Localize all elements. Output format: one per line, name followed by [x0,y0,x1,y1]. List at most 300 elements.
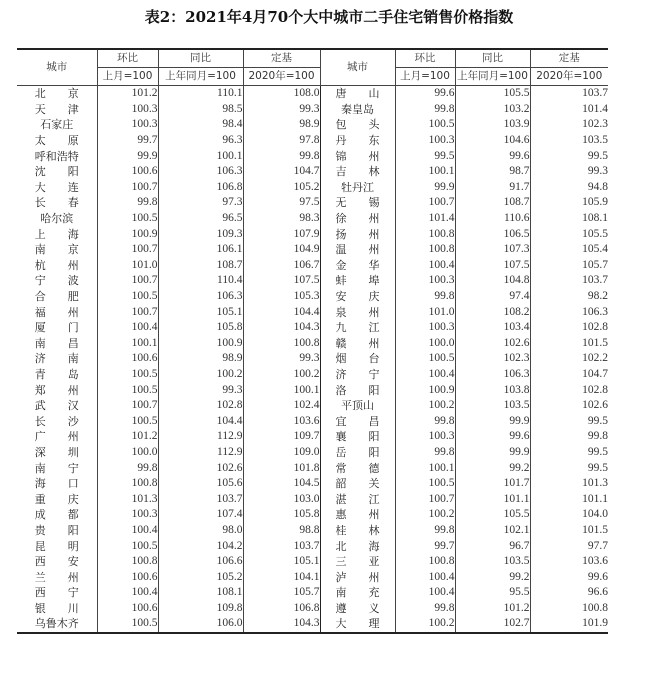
table-row [17,102,608,118]
cell-mom-left: 100.6 [97,601,158,617]
cell-city-left: 石家庄 [40,118,74,132]
table-row [17,258,608,274]
cell-mom-left: 99.8 [97,195,158,211]
cell-mom-right: 100.0 [395,336,455,352]
cell-mom-right: 99.5 [395,148,455,164]
cell-city-left: 大 连 [34,180,79,194]
cell-yoy-right: 103.2 [455,102,530,118]
cell-mom-left: 100.3 [97,102,158,118]
cell-fixed-right: 96.6 [530,585,608,601]
cell-yoy-right: 99.2 [455,460,530,476]
header-yoy-base-right: 上年同月=100 [455,68,530,86]
cell-yoy-right: 104.6 [455,133,530,149]
cell-yoy-left: 103.7 [158,491,243,507]
table-row [17,226,608,242]
cell-yoy-left: 102.6 [158,460,243,476]
cell-yoy-left: 109.8 [158,601,243,617]
cell-city-left: 宁 波 [34,274,79,288]
cell-mom-left: 100.5 [97,367,158,383]
cell-mom-right: 100.5 [395,476,455,492]
table-row [17,86,608,102]
table-row [17,117,608,133]
cell-city-left: 郑 州 [34,383,79,397]
cell-fixed-left: 109.7 [243,429,320,445]
cell-yoy-right: 96.7 [455,538,530,554]
cell-fixed-left: 103.7 [243,538,320,554]
cell-yoy-left: 106.6 [158,554,243,570]
cell-city-left: 重 庆 [34,492,79,506]
cell-city-left: 太 原 [34,134,79,148]
cell-fixed-right: 99.6 [530,569,608,585]
cell-fixed-left: 100.8 [243,336,320,352]
cell-city-left: 西 宁 [34,586,79,600]
cell-yoy-left: 96.5 [158,211,243,227]
cell-yoy-left: 106.0 [158,616,243,633]
cell-fixed-right: 102.6 [530,398,608,414]
table-row [17,211,608,227]
cell-city-right: 秦皇岛 [320,102,395,118]
table-row [17,601,608,617]
cell-city-right: 洛 阳 [320,382,395,398]
cell-yoy-right: 107.3 [455,242,530,258]
cell-fixed-right: 103.5 [530,133,608,149]
cell-fixed-left: 107.9 [243,226,320,242]
cell-mom-left: 100.5 [97,413,158,429]
cell-mom-right: 100.2 [395,398,455,414]
cell-fixed-left: 105.7 [243,585,320,601]
cell-yoy-left: 96.3 [158,133,243,149]
cell-city-left: 昆 明 [34,539,79,553]
cell-fixed-left: 98.8 [243,523,320,539]
cell-yoy-right: 106.5 [455,226,530,242]
cell-yoy-left: 105.6 [158,476,243,492]
cell-mom-right: 99.8 [395,102,455,118]
cell-fixed-left: 97.8 [243,133,320,149]
cell-mom-right: 99.8 [395,445,455,461]
cell-fixed-right: 101.9 [530,616,608,633]
cell-yoy-left: 100.2 [158,367,243,383]
cell-city-right: 韶 关 [320,476,395,492]
cell-yoy-left: 109.3 [158,226,243,242]
table-row [17,398,608,414]
cell-mom-right: 99.6 [395,86,455,102]
cell-city-right: 徐 州 [320,211,395,227]
cell-yoy-right: 102.1 [455,523,530,539]
table-row [17,491,608,507]
cell-fixed-left: 103.6 [243,413,320,429]
cell-yoy-left: 110.1 [158,86,243,102]
cell-fixed-left: 99.3 [243,102,320,118]
cell-fixed-right: 99.5 [530,148,608,164]
table-row [17,460,608,476]
cell-yoy-right: 103.5 [455,554,530,570]
cell-fixed-right: 102.2 [530,351,608,367]
cell-yoy-left: 110.4 [158,273,243,289]
cell-mom-left: 100.5 [97,382,158,398]
table-row [17,445,608,461]
cell-yoy-left: 108.1 [158,585,243,601]
cell-yoy-right: 107.5 [455,258,530,274]
cell-mom-right: 99.8 [395,523,455,539]
cell-mom-left: 100.1 [97,336,158,352]
cell-city-left: 兰 州 [34,570,79,584]
cell-city-left: 银 川 [34,601,79,615]
table-row [17,569,608,585]
table-row [17,382,608,398]
cell-city-right: 北 海 [320,538,395,554]
table-row [17,320,608,336]
cell-fixed-left: 108.0 [243,86,320,102]
cell-yoy-right: 102.6 [455,336,530,352]
cell-fixed-left: 97.5 [243,195,320,211]
cell-yoy-right: 91.7 [455,180,530,196]
cell-city-left: 长 沙 [34,414,79,428]
table-row [17,289,608,305]
header-fixed-base-right: 2020年=100 [530,68,608,86]
cell-fixed-left: 104.1 [243,569,320,585]
cell-mom-right: 100.8 [395,554,455,570]
cell-yoy-left: 102.8 [158,398,243,414]
cell-fixed-right: 102.8 [530,382,608,398]
cell-yoy-right: 106.3 [455,367,530,383]
cell-yoy-right: 101.2 [455,601,530,617]
cell-city-right: 安 庆 [320,289,395,305]
cell-mom-right: 100.1 [395,460,455,476]
cell-city-right: 唐 山 [320,86,395,102]
cell-mom-right: 99.8 [395,413,455,429]
cell-fixed-right: 106.3 [530,304,608,320]
cell-city-left: 哈尔滨 [40,212,74,226]
cell-city-right: 九 江 [320,320,395,336]
cell-yoy-left: 100.1 [158,148,243,164]
cell-yoy-left: 98.4 [158,117,243,133]
table-row [17,476,608,492]
cell-city-right: 常 德 [320,460,395,476]
cell-fixed-right: 103.7 [530,273,608,289]
cell-mom-right: 100.4 [395,367,455,383]
cell-mom-left: 100.4 [97,523,158,539]
cell-mom-right: 100.5 [395,351,455,367]
cell-yoy-left: 105.8 [158,320,243,336]
cell-mom-right: 100.7 [395,195,455,211]
cell-city-right: 蚌 埠 [320,273,395,289]
cell-mom-left: 99.7 [97,133,158,149]
cell-fixed-left: 98.9 [243,117,320,133]
cell-fixed-left: 104.3 [243,320,320,336]
cell-mom-right: 101.4 [395,211,455,227]
cell-fixed-left: 100.1 [243,382,320,398]
cell-mom-right: 100.7 [395,491,455,507]
cell-mom-left: 101.2 [97,86,158,102]
cell-fixed-right: 101.1 [530,491,608,507]
cell-yoy-right: 104.8 [455,273,530,289]
cell-mom-left: 100.7 [97,273,158,289]
table-row [17,585,608,601]
cell-yoy-left: 97.3 [158,195,243,211]
cell-fixed-left: 105.8 [243,507,320,523]
table-row [17,273,608,289]
cell-city-right: 平顶山 [320,398,395,414]
cell-city-right: 丹 东 [320,133,395,149]
cell-city-right: 宜 昌 [320,413,395,429]
cell-mom-left: 100.7 [97,180,158,196]
table-row [17,507,608,523]
cell-mom-left: 101.2 [97,429,158,445]
cell-mom-left: 100.4 [97,585,158,601]
cell-yoy-right: 97.4 [455,289,530,305]
cell-fixed-left: 107.5 [243,273,320,289]
cell-city-right: 烟 台 [320,351,395,367]
cell-mom-right: 100.4 [395,569,455,585]
cell-yoy-right: 103.4 [455,320,530,336]
cell-city-right: 大 理 [320,616,395,633]
cell-fixed-left: 105.3 [243,289,320,305]
table-row [17,538,608,554]
cell-fixed-right: 99.3 [530,164,608,180]
cell-city-right: 无 锡 [320,195,395,211]
cell-city-left: 济 南 [34,352,79,366]
cell-mom-right: 100.2 [395,616,455,633]
cell-yoy-left: 98.9 [158,351,243,367]
cell-city-left: 青 岛 [34,367,79,381]
table-row [17,351,608,367]
cell-mom-right: 100.3 [395,273,455,289]
cell-mom-left: 101.3 [97,491,158,507]
cell-fixed-left: 98.3 [243,211,320,227]
cell-city-left: 福 州 [34,305,79,319]
header-city-left: 城市 [17,49,97,86]
cell-city-left: 海 口 [34,477,79,491]
cell-city-left: 杭 州 [34,258,79,272]
cell-mom-left: 99.9 [97,148,158,164]
table-row [17,180,608,196]
cell-yoy-right: 103.9 [455,117,530,133]
cell-fixed-right: 102.8 [530,320,608,336]
cell-fixed-left: 102.4 [243,398,320,414]
cell-fixed-left: 103.0 [243,491,320,507]
cell-city-left: 武 汉 [34,399,79,413]
cell-yoy-right: 108.7 [455,195,530,211]
cell-yoy-right: 105.5 [455,86,530,102]
cell-city-right: 温 州 [320,242,395,258]
cell-mom-left: 100.8 [97,476,158,492]
cell-city-left: 贵 阳 [34,523,79,537]
cell-mom-right: 99.7 [395,538,455,554]
cell-mom-left: 100.7 [97,304,158,320]
cell-fixed-right: 103.7 [530,86,608,102]
cell-yoy-left: 99.3 [158,382,243,398]
cell-yoy-left: 98.5 [158,102,243,118]
cell-fixed-right: 102.3 [530,117,608,133]
cell-fixed-left: 104.7 [243,164,320,180]
header-mom-left: 环比 [97,49,158,68]
cell-yoy-right: 99.2 [455,569,530,585]
cell-fixed-right: 105.7 [530,258,608,274]
cell-fixed-right: 105.5 [530,226,608,242]
cell-city-left: 广 州 [34,430,79,444]
cell-fixed-left: 106.7 [243,258,320,274]
header-fixed-left: 定基 [243,49,320,68]
table-row [17,616,608,633]
table-row [17,367,608,383]
cell-fixed-right: 104.0 [530,507,608,523]
cell-mom-left: 100.5 [97,289,158,305]
cell-yoy-left: 105.2 [158,569,243,585]
cell-city-right: 遵 义 [320,601,395,617]
table-row [17,554,608,570]
cell-fixed-right: 99.5 [530,460,608,476]
cell-mom-left: 100.8 [97,554,158,570]
table-row [17,164,608,180]
cell-fixed-right: 99.5 [530,413,608,429]
cell-yoy-left: 112.9 [158,445,243,461]
cell-mom-left: 100.6 [97,351,158,367]
cell-fixed-left: 105.2 [243,180,320,196]
cell-mom-left: 100.0 [97,445,158,461]
cell-mom-left: 101.0 [97,258,158,274]
cell-yoy-right: 95.5 [455,585,530,601]
cell-mom-left: 100.9 [97,226,158,242]
cell-mom-right: 99.8 [395,289,455,305]
cell-fixed-right: 94.8 [530,180,608,196]
cell-fixed-right: 99.8 [530,429,608,445]
cell-fixed-left: 104.5 [243,476,320,492]
cell-fixed-right: 97.7 [530,538,608,554]
cell-mom-right: 100.3 [395,320,455,336]
cell-city-right: 赣 州 [320,336,395,352]
cell-city-right: 泸 州 [320,569,395,585]
cell-city-right: 包 头 [320,117,395,133]
cell-yoy-right: 99.6 [455,148,530,164]
cell-yoy-left: 106.8 [158,180,243,196]
header-yoy-base-left: 上年同月=100 [158,68,243,86]
cell-city-left: 南 昌 [34,336,79,350]
header-fixed-base-left: 2020年=100 [243,68,320,86]
header-mom-base-left: 上月=100 [97,68,158,86]
cell-city-right: 桂 林 [320,523,395,539]
cell-mom-left: 100.6 [97,569,158,585]
cell-city-right: 岳 阳 [320,445,395,461]
cell-mom-right: 101.0 [395,304,455,320]
cell-yoy-right: 99.9 [455,413,530,429]
cell-fixed-right: 101.5 [530,523,608,539]
cell-yoy-left: 98.0 [158,523,243,539]
cell-yoy-left: 108.7 [158,258,243,274]
cell-city-right: 吉 林 [320,164,395,180]
cell-fixed-left: 99.3 [243,351,320,367]
cell-mom-right: 100.9 [395,382,455,398]
table-row [17,523,608,539]
cell-yoy-left: 106.3 [158,289,243,305]
cell-yoy-left: 100.9 [158,336,243,352]
cell-mom-right: 100.2 [395,507,455,523]
cell-fixed-left: 105.1 [243,554,320,570]
cell-mom-right: 99.8 [395,601,455,617]
cell-fixed-left: 104.9 [243,242,320,258]
cell-fixed-right: 105.9 [530,195,608,211]
table-row [17,242,608,258]
cell-city-left: 呼和浩特 [34,149,79,163]
cell-city-left: 长 春 [34,196,79,210]
cell-city-right: 襄 阳 [320,429,395,445]
cell-mom-left: 100.7 [97,242,158,258]
header-yoy-left: 同比 [158,49,243,68]
cell-city-left: 深 圳 [34,445,79,459]
cell-fixed-right: 99.5 [530,445,608,461]
cell-city-right: 扬 州 [320,226,395,242]
cell-fixed-right: 100.8 [530,601,608,617]
cell-yoy-right: 102.3 [455,351,530,367]
cell-mom-right: 100.3 [395,429,455,445]
cell-fixed-right: 104.7 [530,367,608,383]
cell-mom-left: 99.8 [97,460,158,476]
cell-city-left: 北 京 [34,87,79,101]
cell-mom-left: 100.5 [97,538,158,554]
header-mom-right: 环比 [395,49,455,68]
cell-fixed-left: 109.0 [243,445,320,461]
cell-city-left: 成 都 [34,508,79,522]
cell-city-left: 沈 阳 [34,165,79,179]
cell-mom-right: 100.1 [395,164,455,180]
cell-yoy-right: 108.2 [455,304,530,320]
cell-mom-left: 100.3 [97,117,158,133]
cell-fixed-right: 101.3 [530,476,608,492]
cell-city-left: 厦 门 [34,321,79,335]
cell-yoy-right: 101.7 [455,476,530,492]
cell-yoy-right: 98.7 [455,164,530,180]
cell-fixed-left: 104.3 [243,616,320,633]
cell-city-left: 西 安 [34,555,79,569]
cell-city-right: 金 华 [320,258,395,274]
table-row [17,133,608,149]
table-row [17,195,608,211]
cell-fixed-right: 108.1 [530,211,608,227]
cell-yoy-left: 106.3 [158,164,243,180]
table-row [17,336,608,352]
table-title: 表2：2021年4月70个大中城市二手住宅销售价格指数 [144,8,514,26]
cell-fixed-right: 101.5 [530,336,608,352]
cell-fixed-right: 103.6 [530,554,608,570]
cell-fixed-left: 101.8 [243,460,320,476]
cell-yoy-right: 99.6 [455,429,530,445]
cell-city-right: 泉 州 [320,304,395,320]
cell-mom-right: 100.8 [395,242,455,258]
cell-fixed-right: 101.4 [530,102,608,118]
cell-city-left: 乌鲁木齐 [34,617,79,631]
header-yoy-right: 同比 [455,49,530,68]
cell-fixed-right: 98.2 [530,289,608,305]
cell-yoy-right: 105.5 [455,507,530,523]
cell-mom-right: 100.3 [395,133,455,149]
cell-yoy-left: 112.9 [158,429,243,445]
header-mom-base-right: 上月=100 [395,68,455,86]
table-row [17,148,608,164]
header-city-right: 城市 [320,49,395,86]
cell-mom-left: 100.5 [97,211,158,227]
table-row [17,413,608,429]
cell-yoy-right: 102.7 [455,616,530,633]
cell-mom-left: 100.4 [97,320,158,336]
cell-fixed-left: 99.8 [243,148,320,164]
cell-city-right: 三 亚 [320,554,395,570]
cell-city-left: 上 海 [34,227,79,241]
cell-yoy-left: 104.4 [158,413,243,429]
cell-mom-right: 100.5 [395,117,455,133]
table-row [17,429,608,445]
cell-mom-left: 100.6 [97,164,158,180]
cell-fixed-right: 105.4 [530,242,608,258]
price-index-table [17,48,608,634]
